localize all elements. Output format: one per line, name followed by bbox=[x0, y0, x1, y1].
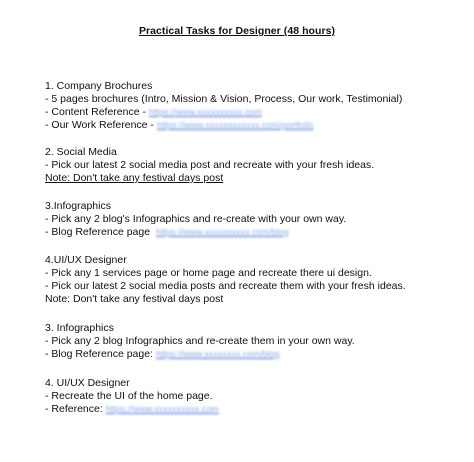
task-line: - Pick our latest 2 social media posts and recreate them with your fresh ideas. bbox=[45, 280, 406, 292]
task-line-text: - Content Reference - bbox=[45, 106, 149, 118]
task-line bbox=[45, 403, 219, 416]
task-line: - Recreate the UI of the home page. bbox=[45, 390, 213, 402]
task-line: - Pick our latest 2 social media post and recreate with your fresh ideas. bbox=[45, 159, 375, 171]
task-line-text: - Blog Reference page bbox=[45, 226, 151, 238]
home-page-reference-link[interactable]: https://www.xxxxxxxxxx.com bbox=[105, 404, 219, 414]
section-heading-ui-ux-designer: 4.UI/UX Designer bbox=[45, 254, 127, 266]
task-line: - Pick any 2 blog Infographics and re-create them in your own way. bbox=[45, 335, 355, 347]
task-line bbox=[45, 348, 279, 361]
note-line: Note: Don't take any festival days post bbox=[45, 293, 224, 305]
blog-reference-link[interactable]: https://www.xxxxxxxxxx.com/blog bbox=[156, 227, 289, 237]
section-heading-company-brochures: 1. Company Brochures bbox=[45, 80, 153, 92]
task-line bbox=[45, 119, 313, 132]
blog-reference-link-2[interactable]: https://www.xxxxxxxx.com/blog bbox=[155, 349, 280, 359]
task-line bbox=[45, 106, 262, 119]
task-line-text: - Blog Reference page: bbox=[45, 348, 156, 360]
section-heading-ui-ux-designer-2: 4. UI/UX Designer bbox=[45, 377, 130, 389]
section-heading-infographics-2: 3. Infographics bbox=[45, 322, 114, 334]
document-title: Practical Tasks for Designer (48 hours) bbox=[138, 25, 336, 37]
note-line: Note: Don't take any festival days post bbox=[45, 172, 224, 184]
our-work-reference-link[interactable]: https://www.xxxxxxxxxxxx.com/portfolio bbox=[156, 120, 314, 130]
section-heading-infographics: 3.Infographics bbox=[45, 200, 111, 212]
task-line-text: - Reference: bbox=[45, 403, 106, 415]
task-line: - 5 pages brochures (Intro, Mission & Vision, Process, Our work, Testimonial) bbox=[45, 93, 403, 105]
section-heading-social-media: 2. Social Media bbox=[45, 146, 117, 158]
task-line: - Pick any 1 services page or home page and recreate there ui design. bbox=[45, 267, 372, 279]
task-line-text: - Our Work Reference - bbox=[45, 119, 157, 131]
task-line: - Pick any 2 blog's Infographics and re-create with your own way. bbox=[45, 213, 347, 225]
task-line bbox=[45, 226, 289, 239]
content-reference-link[interactable]: https://www.xxxxxxxxxx.com bbox=[148, 107, 262, 117]
